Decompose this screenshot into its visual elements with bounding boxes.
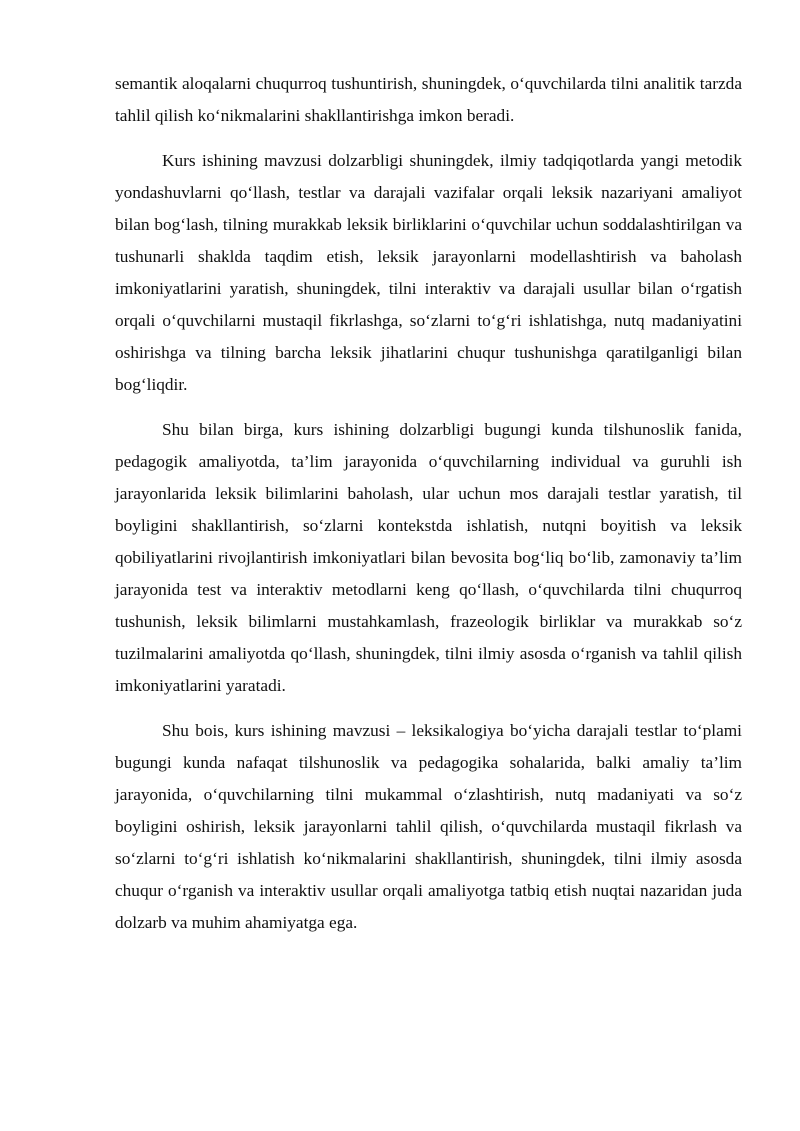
- paragraph-conclusion: Shu bois, kurs ishining mavzusi – leksikalogiya bo‘yicha darajali testlar to‘plami bugungi kunda nafaqat tilshunoslik va pedagogika sohalarida, balki amaliy ta’lim jarayonida, o‘quvchilarning tilni mukammal o‘zlashtirish, nutq madaniyati va so‘z boyligini oshirish, leksik jarayonlarni tahlil qilish, o‘quvchilarda mustaqil fikrlash va so‘zlarni to‘g‘ri ishlatish ko‘nikmalarini shakllantirish, shuningdek, tilni ilmiy asosda chuqur o‘rganish va interaktiv usullar orqali amaliyotga tatbiq etish nuqtai nazaridan juda dolzarb va muhim ahamiyatga ega.: [115, 721, 742, 932]
- paragraph-relevance-education: Shu bilan birga, kurs ishining dolzarbligi bugungi kunda tilshunoslik fanida, pedagogik amaliyotda, ta’lim jarayonida o‘quvchilarning individual va guruhli ish jarayonlarida leksik bilimlarini baholash, ular uchun mos darajali testlar yaratish, til boyligini shakllantirish, so‘zlarni kontekstda ishlatish, nutqni boyitish va leksik qobiliyatlarini rivojlantirish imkoniyatlari bilan bevosita bog‘liq bo‘lib, zamonaviy ta’lim jarayonida test va interaktiv metodlarni keng qo‘llash, o‘quvchilarda tilni chuqurroq tushunish, leksik bilimlarni mustahkamlash, frazeologik birliklar va murakkab so‘z tuzilmalarini amaliyotda qo‘llash, shuningdek, tilni ilmiy asosda o‘rganish va tahlil qilish imkoniyatlarini yaratadi.: [115, 420, 742, 695]
- paragraph-continuation: semantik aloqalarni chuqurroq tushuntirish, shuningdek, o‘quvchilarda tilni analitik tarzda tahlil qilish ko‘nikmalarini shakllantirishga imkon beradi.: [115, 74, 742, 125]
- document-body: [115, 68, 742, 952]
- paragraph-relevance-methods: Kurs ishining mavzusi dolzarbligi shuningdek, ilmiy tadqiqotlarda yangi metodik yondashuvlarni qo‘llash, testlar va darajali vazifalar orqali leksik nazariyani amaliyot bilan bog‘lash, tilning murakkab leksik birliklarini o‘quvchilar uchun soddalashtirilgan va tushunarli shaklda taqdim etish, leksik jarayonlarni modellashtirish va baholash imkoniyatlarini yaratish, shuningdek, tilni interaktiv va darajali usullar bilan o‘rgatish orqali o‘quvchilarni mustaqil fikrlashga, so‘zlarni to‘g‘ri ishlatishga, nutq madaniyatini oshirishga va tilning barcha leksik jihatlarini chuqur tushunishga qaratilganligi bilan bog‘liqdir.: [115, 151, 742, 394]
